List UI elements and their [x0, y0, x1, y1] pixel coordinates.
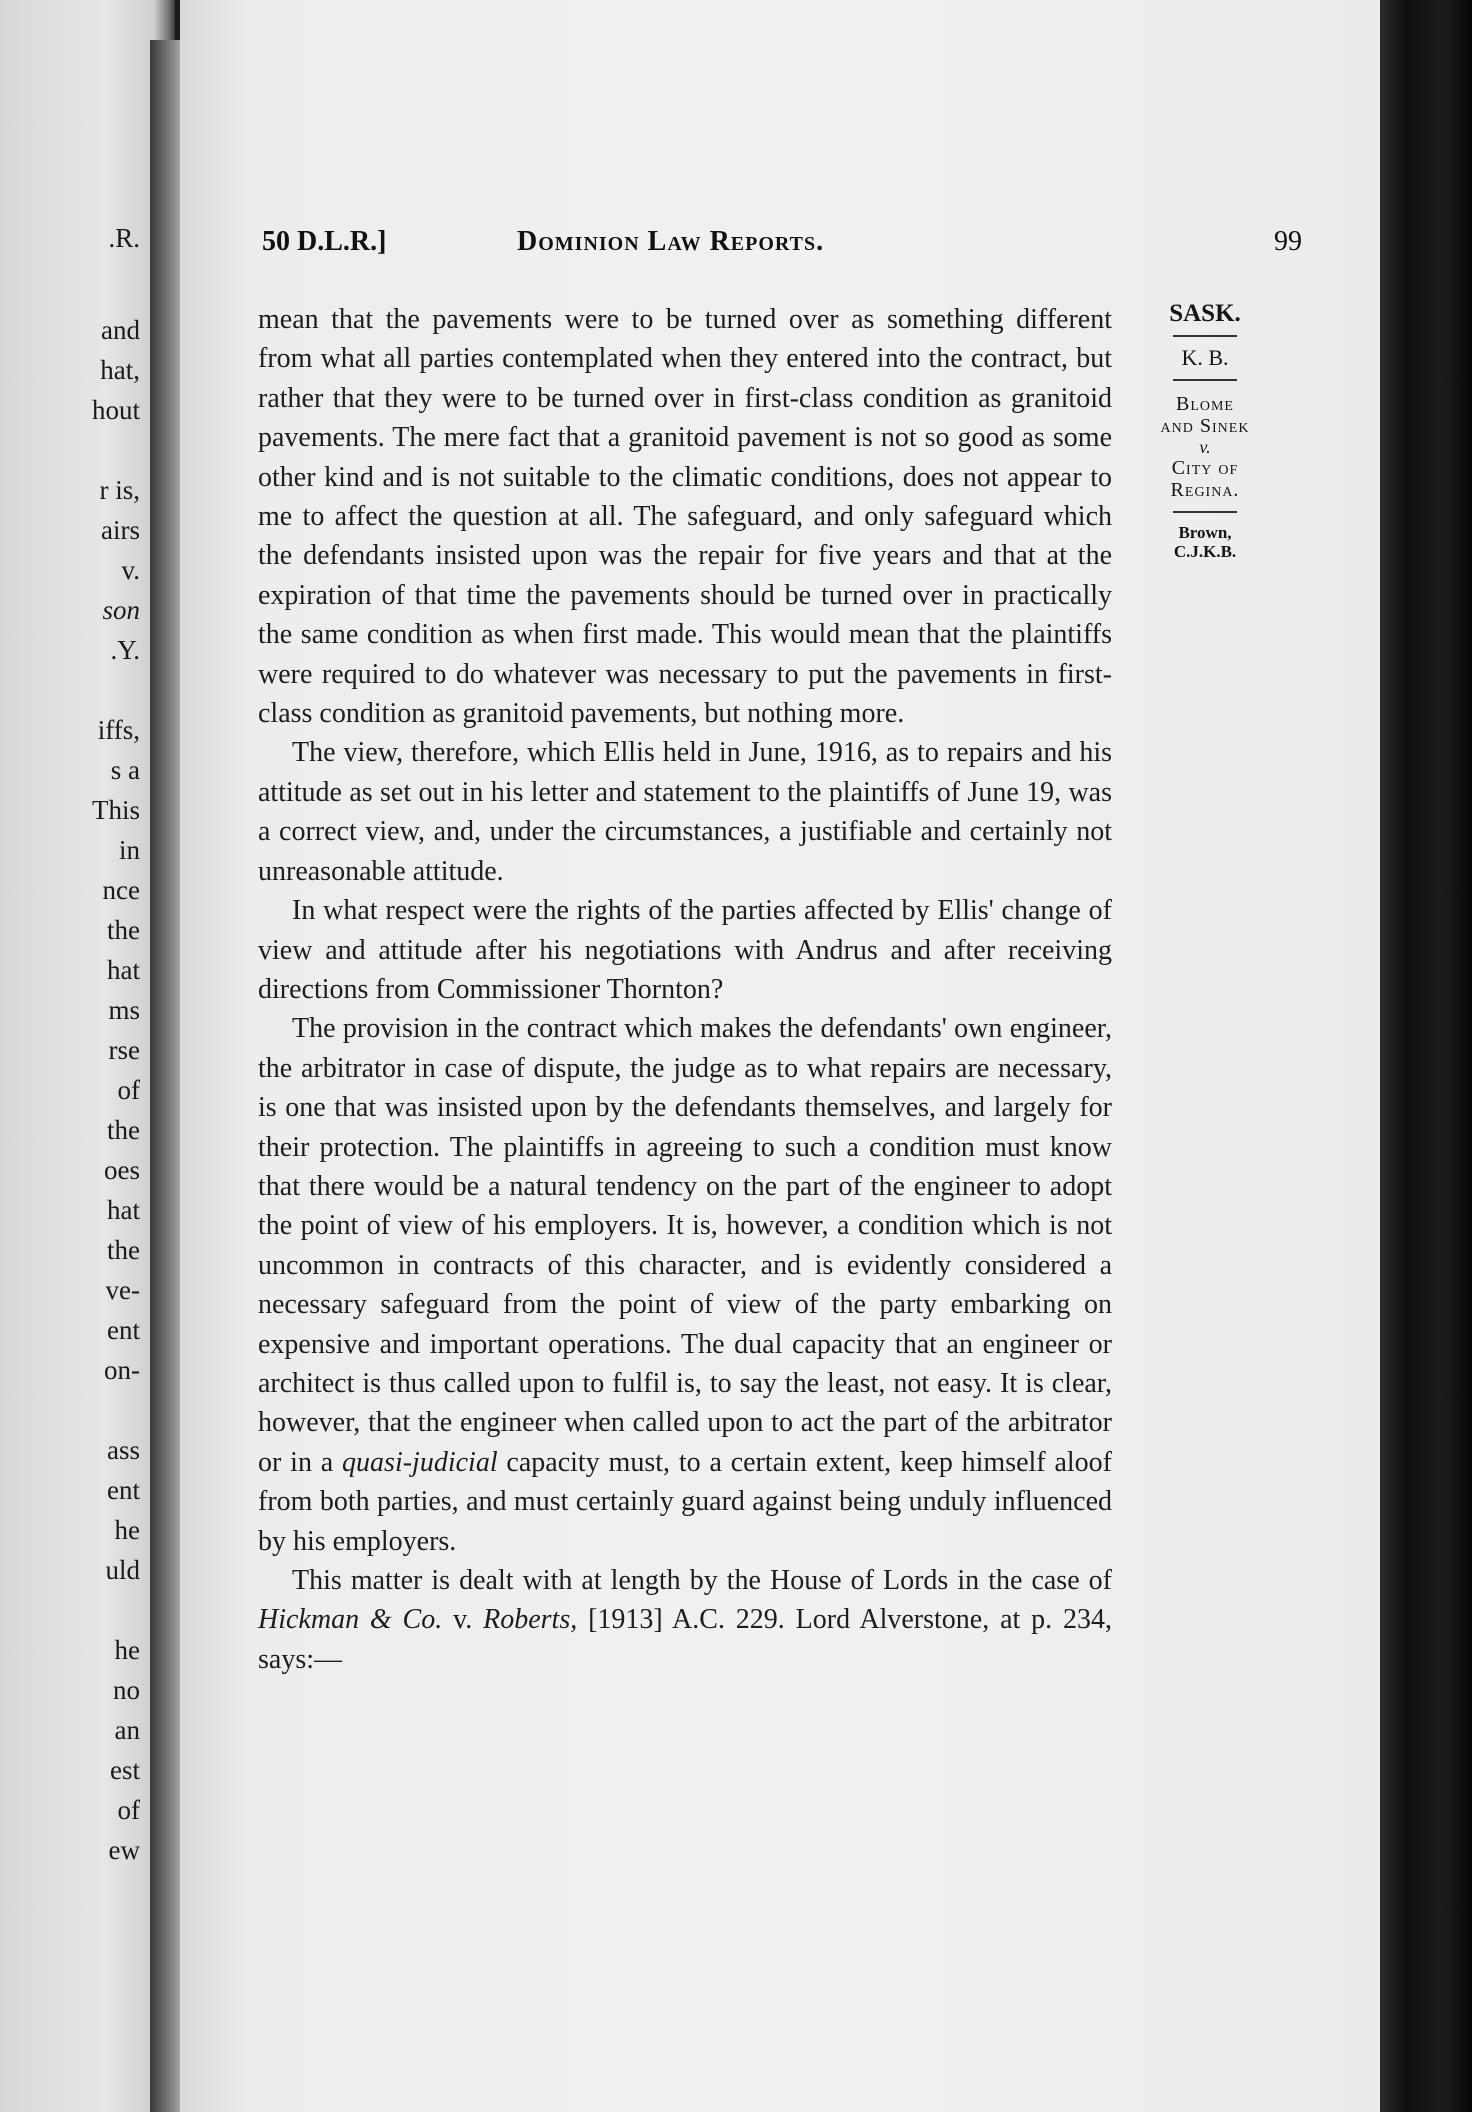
- facing-page-fragment: hat: [107, 955, 140, 985]
- facing-page-fragment: nce: [102, 875, 140, 905]
- facing-page-fragment: the: [107, 1115, 140, 1145]
- paragraph: [258, 1009, 1112, 1561]
- judge-title: C.J.K.B.: [1173, 542, 1237, 561]
- division-label: K. B.: [1181, 345, 1229, 370]
- party-plaintiff-line2: and Sinek: [1160, 415, 1250, 437]
- facing-page-fragment: hat: [107, 1195, 140, 1225]
- facing-page-fragment: est: [110, 1755, 140, 1785]
- marginal-note: [1148, 297, 1262, 561]
- facing-page-fragment: no: [113, 1675, 140, 1705]
- facing-page-fragment: he: [114, 1635, 140, 1665]
- facing-page-fragment: ent: [107, 1315, 140, 1345]
- judgment-text: [258, 300, 1112, 1679]
- running-header: [262, 226, 1302, 266]
- paragraph-text: capacity must, to a certain extent, keep himself aloof from both parties, and must certainly guard against being unduly influenced by his employers.: [258, 1446, 1113, 1557]
- facing-page-fragment: ass: [107, 1435, 140, 1465]
- paragraph: The view, therefore, which Ellis held in June, 1916, as to repairs and his attitude as set out in his letter and statement to the plaintiffs of June 19, was a correct view, and, under the circumstances, a justifiable and certainly not unreasonable attitude.: [258, 737, 1112, 887]
- facing-page-fragment: [0, 1390, 140, 1430]
- page-edge: [1380, 0, 1472, 2112]
- paragraph: mean that the pavements were to be turned over as something different from what all parties contemplated when they entered into the contract, but rather that they were to be turned over in first-class condition as granitoid pavements. The mere fact that a granitoid pavement is not so good as some other kind and is not suitable to the climatic conditions, does not appear to me to affect the question at all. The safeguard, and only safeguard which the defendants insisted upon was the repair for five years and that at the expiration of that time the pavements should be turned over in practically the same condition as when first made. This would mean that the plaintiffs were required to do whatever was necessary to put the pavements in first-class condition as granitoid pavements, but nothing more.: [258, 304, 1112, 730]
- facing-page-fragment: ms: [108, 995, 140, 1025]
- facing-page-fragment: hat,: [100, 355, 140, 385]
- facing-page-fragment: [0, 430, 140, 470]
- facing-page-fragment: ve-: [105, 1275, 140, 1305]
- facing-page-fragment: the: [107, 915, 140, 945]
- facing-page-fragment: in: [118, 835, 140, 865]
- divider: [1173, 379, 1237, 381]
- facing-page-fragment: rse: [108, 1035, 140, 1065]
- divider: [1173, 335, 1237, 337]
- volume-citation: 50 D.L.R.]: [262, 226, 387, 257]
- facing-page-fragment: of: [117, 1075, 140, 1105]
- reporter-title: Dominion Law Reports.: [517, 226, 825, 257]
- party-defendant-line2: Regina.: [1170, 479, 1240, 501]
- versus-text: v.: [442, 1604, 484, 1636]
- facing-page-fragment: hout: [91, 395, 140, 425]
- facing-page-fragment: on-: [104, 1355, 140, 1385]
- versus-label: v.: [1199, 437, 1211, 457]
- paragraph-text: The provision in the contract which makes the defendants' own engineer, the arbitrator in case of dispute, the judge as to what repairs are necessary, is one that was insisted upon by the defendants themselves, and largely for their protection. The plaintiffs in agreeing to such a condition must know that there would be a natural tendency on the part of the engineer to adopt the point of view of his employers. It is, however, a condition which is not uncommon in contracts of this character, and is evidently considered a necessary safeguard from the point of view of the party embarking on expensive and important operations. The dual capacity that an engineer or architect is thus called upon to fulfil is, to say the least, not easy. It is clear, however, that the engineer when called upon to act the part of the arbitrator or in a: [258, 1013, 1112, 1478]
- facing-page-fragment: the: [107, 1235, 140, 1265]
- facing-page-fragment: r is,: [99, 475, 140, 505]
- paragraph: In what respect were the rights of the parties affected by Ellis' change of view and attitude after his negotiations with Andrus and after receiving directions from Commissioner Thornton?: [258, 895, 1112, 1005]
- case-name-part: Hickman & Co.: [258, 1604, 443, 1636]
- facing-page-fragment: oes: [104, 1155, 140, 1185]
- italic-term: quasi-judicial: [342, 1446, 498, 1478]
- facing-page-fragment: and: [101, 315, 140, 345]
- facing-page-fragment: This: [91, 795, 140, 825]
- court-label: SASK.: [1169, 300, 1241, 327]
- divider: [1173, 511, 1237, 513]
- facing-page-fragment: airs: [101, 515, 140, 545]
- facing-page-fragment: ent: [107, 1475, 140, 1505]
- facing-page-fragment: uld: [105, 1555, 140, 1585]
- case-name-part: Roberts,: [483, 1604, 578, 1636]
- facing-page-fragment: [0, 1590, 140, 1630]
- facing-page-fragment: he: [114, 1515, 140, 1545]
- facing-page-fragment: s a: [110, 755, 140, 785]
- facing-page-fragment: ew: [108, 1835, 140, 1865]
- page-number: 99: [1274, 226, 1302, 257]
- judge-name: Brown,: [1178, 523, 1232, 542]
- facing-page-line-fragments: [0, 310, 140, 1870]
- party-plaintiff-line1: Blome: [1175, 393, 1234, 415]
- paragraph: [258, 1561, 1112, 1679]
- facing-page-fragment: [0, 670, 140, 710]
- facing-page-fragment: iffs,: [97, 715, 140, 745]
- paragraph-text: This matter is dealt with at length by the House of Lords in the case of: [292, 1565, 1112, 1596]
- facing-page-header-fragment: .R.: [108, 223, 140, 253]
- facing-page-text: [0, 218, 140, 1870]
- facing-page-fragment: .Y.: [110, 635, 140, 665]
- facing-page-fragment: of: [117, 1795, 140, 1825]
- facing-page-fragment: v.: [121, 555, 140, 585]
- paragraph-text: [1913] A.C. 229. Lord Alverstone, at p. 234, says:—: [258, 1604, 1112, 1675]
- facing-page-fragment: son: [102, 595, 140, 625]
- facing-page-fragment: an: [114, 1715, 140, 1745]
- party-defendant-line1: City of: [1171, 457, 1239, 479]
